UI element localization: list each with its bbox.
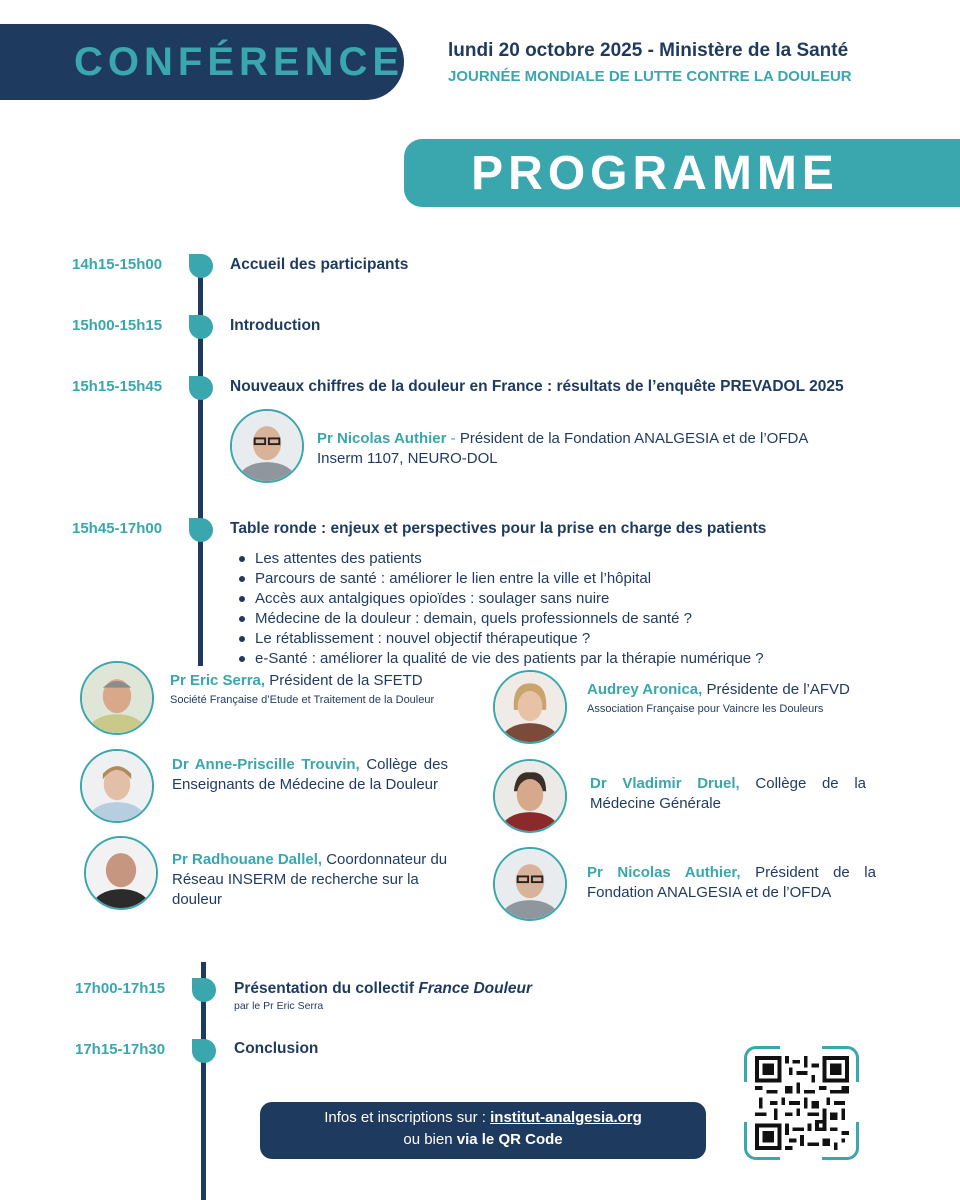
item-subtitle: par le Pr Eric Serra bbox=[234, 1000, 324, 1012]
speaker-org: Société Française d’Etude et Traitement de la Douleur bbox=[170, 694, 435, 706]
portrait-photo-icon bbox=[495, 849, 565, 919]
time-slot: 17h00-17h15 bbox=[75, 980, 166, 997]
timeline-dot bbox=[189, 376, 213, 400]
registration-info-box bbox=[260, 1102, 706, 1159]
timeline-dot bbox=[192, 978, 216, 1002]
time-slot: 15h15-15h45 bbox=[72, 378, 163, 395]
portrait-photo-icon bbox=[82, 663, 152, 733]
speaker-photo-serra bbox=[80, 661, 154, 735]
speaker-name: Pr Nicolas Authier, bbox=[587, 864, 741, 881]
item-title-text: Présentation du collectif bbox=[234, 980, 419, 997]
speaker-name: Pr Nicolas Authier bbox=[317, 430, 447, 447]
event-date-location: lundi 20 octobre 2025 - Ministère de la Santé bbox=[448, 40, 849, 61]
list-item: Médecine de la douleur : demain, quels professionnels de santé ? bbox=[236, 609, 764, 629]
speaker-role: Collège de la Médecine Générale bbox=[590, 775, 867, 812]
speaker-role: Président de la Fondation ANALGESIA et de l’OFDA bbox=[587, 864, 876, 901]
speaker-org: Association Française pour Vaincre les Douleurs bbox=[587, 703, 824, 715]
portrait-photo-icon bbox=[86, 838, 156, 908]
speaker-role: Présidente de l’AFVD bbox=[702, 681, 850, 698]
speaker-serra-info bbox=[170, 671, 423, 691]
separator: - bbox=[446, 430, 460, 447]
qr-code-icon[interactable] bbox=[755, 1056, 849, 1150]
round-table-topics bbox=[236, 549, 764, 669]
schedule-item-title: Introduction bbox=[230, 317, 321, 334]
portrait-photo-icon bbox=[495, 672, 565, 742]
speaker-name: Dr Vladimir Druel, bbox=[590, 775, 740, 792]
timeline-dot bbox=[192, 1039, 216, 1063]
list-item: Parcours de santé : améliorer le lien entre la ville et l’hôpital bbox=[236, 569, 764, 589]
list-item: Les attentes des patients bbox=[236, 549, 764, 569]
event-subtitle: JOURNÉE MONDIALE DE LUTTE CONTRE LA DOULEUR bbox=[448, 68, 852, 85]
schedule-item-title: Table ronde : enjeux et perspectives pour la prise en charge des patients bbox=[230, 520, 767, 537]
info-prefix: Infos et inscriptions sur : bbox=[324, 1109, 491, 1126]
qr-frame-gap bbox=[780, 1044, 822, 1051]
registration-link[interactable]: institut-analgesia.org bbox=[490, 1109, 642, 1126]
qr-frame-gap bbox=[780, 1157, 822, 1164]
schedule-item-title bbox=[234, 980, 532, 998]
info-line2-prefix: ou bien bbox=[403, 1131, 457, 1148]
info-line2-bold: via le QR Code bbox=[456, 1131, 563, 1148]
time-slot: 14h15-15h00 bbox=[72, 256, 163, 273]
speaker-affiliation: Inserm 1107, NEURO-DOL bbox=[317, 450, 498, 467]
speaker-name: Dr Anne-Priscille Trouvin, bbox=[172, 756, 360, 773]
speaker-role: Président de la SFETD bbox=[265, 672, 423, 689]
timeline-dot bbox=[189, 518, 213, 542]
speaker-authier-info bbox=[317, 429, 808, 469]
schedule-item-title: Accueil des participants bbox=[230, 256, 409, 273]
speaker-aronica-info bbox=[587, 680, 850, 700]
speaker-photo-druel bbox=[493, 759, 567, 833]
speaker-photo-aronica bbox=[493, 670, 567, 744]
timeline-dot bbox=[189, 315, 213, 339]
programme-title: PROGRAMME bbox=[471, 147, 839, 200]
schedule-item-title: Conclusion bbox=[234, 1040, 319, 1057]
speaker-photo-trouvin bbox=[80, 749, 154, 823]
speaker-name: Pr Eric Serra, bbox=[170, 672, 266, 689]
portrait-photo-icon bbox=[495, 761, 565, 831]
portrait-photo-icon bbox=[82, 751, 152, 821]
speaker-authier-panel-info bbox=[587, 863, 876, 903]
list-item: Accès aux antalgiques opioïdes : soulager sans nuire bbox=[236, 589, 764, 609]
speaker-photo-authier bbox=[230, 409, 304, 483]
time-slot: 15h45-17h00 bbox=[72, 520, 163, 537]
time-slot: 17h15-17h30 bbox=[75, 1041, 166, 1058]
item-title-italic: France Douleur bbox=[418, 980, 533, 997]
speaker-role: Collège des Enseignants de Médecine de la Douleur bbox=[172, 756, 448, 793]
speaker-role: Coordonnateur du Réseau INSERM de recherche sur la douleur bbox=[172, 851, 448, 908]
speaker-trouvin-info bbox=[172, 755, 448, 795]
portrait-photo-icon bbox=[232, 411, 302, 481]
schedule-item-title: Nouveaux chiffres de la douleur en France : résultats de l’enquête PREVADOL 2025 bbox=[230, 378, 844, 395]
list-item: Le rétablissement : nouvel objectif thérapeutique ? bbox=[236, 629, 764, 649]
speaker-druel-info bbox=[590, 774, 866, 814]
timeline-dot bbox=[189, 254, 213, 278]
time-slot: 15h00-15h15 bbox=[72, 317, 163, 334]
speaker-photo-dallel bbox=[84, 836, 158, 910]
speaker-dallel-info bbox=[172, 850, 454, 910]
list-item: e-Santé : améliorer la qualité de vie des patients par la thérapie numérique ? bbox=[236, 649, 764, 669]
qr-frame-gap bbox=[742, 1082, 749, 1122]
qr-frame-gap bbox=[855, 1082, 862, 1122]
conference-title: CONFÉRENCE bbox=[74, 40, 405, 84]
speaker-name: Pr Radhouane Dallel, bbox=[172, 851, 323, 868]
speaker-role: Président de la Fondation ANALGESIA et de l’OFDA bbox=[459, 430, 809, 447]
speaker-photo-authier-panel bbox=[493, 847, 567, 921]
speaker-name: Audrey Aronica, bbox=[587, 681, 703, 698]
